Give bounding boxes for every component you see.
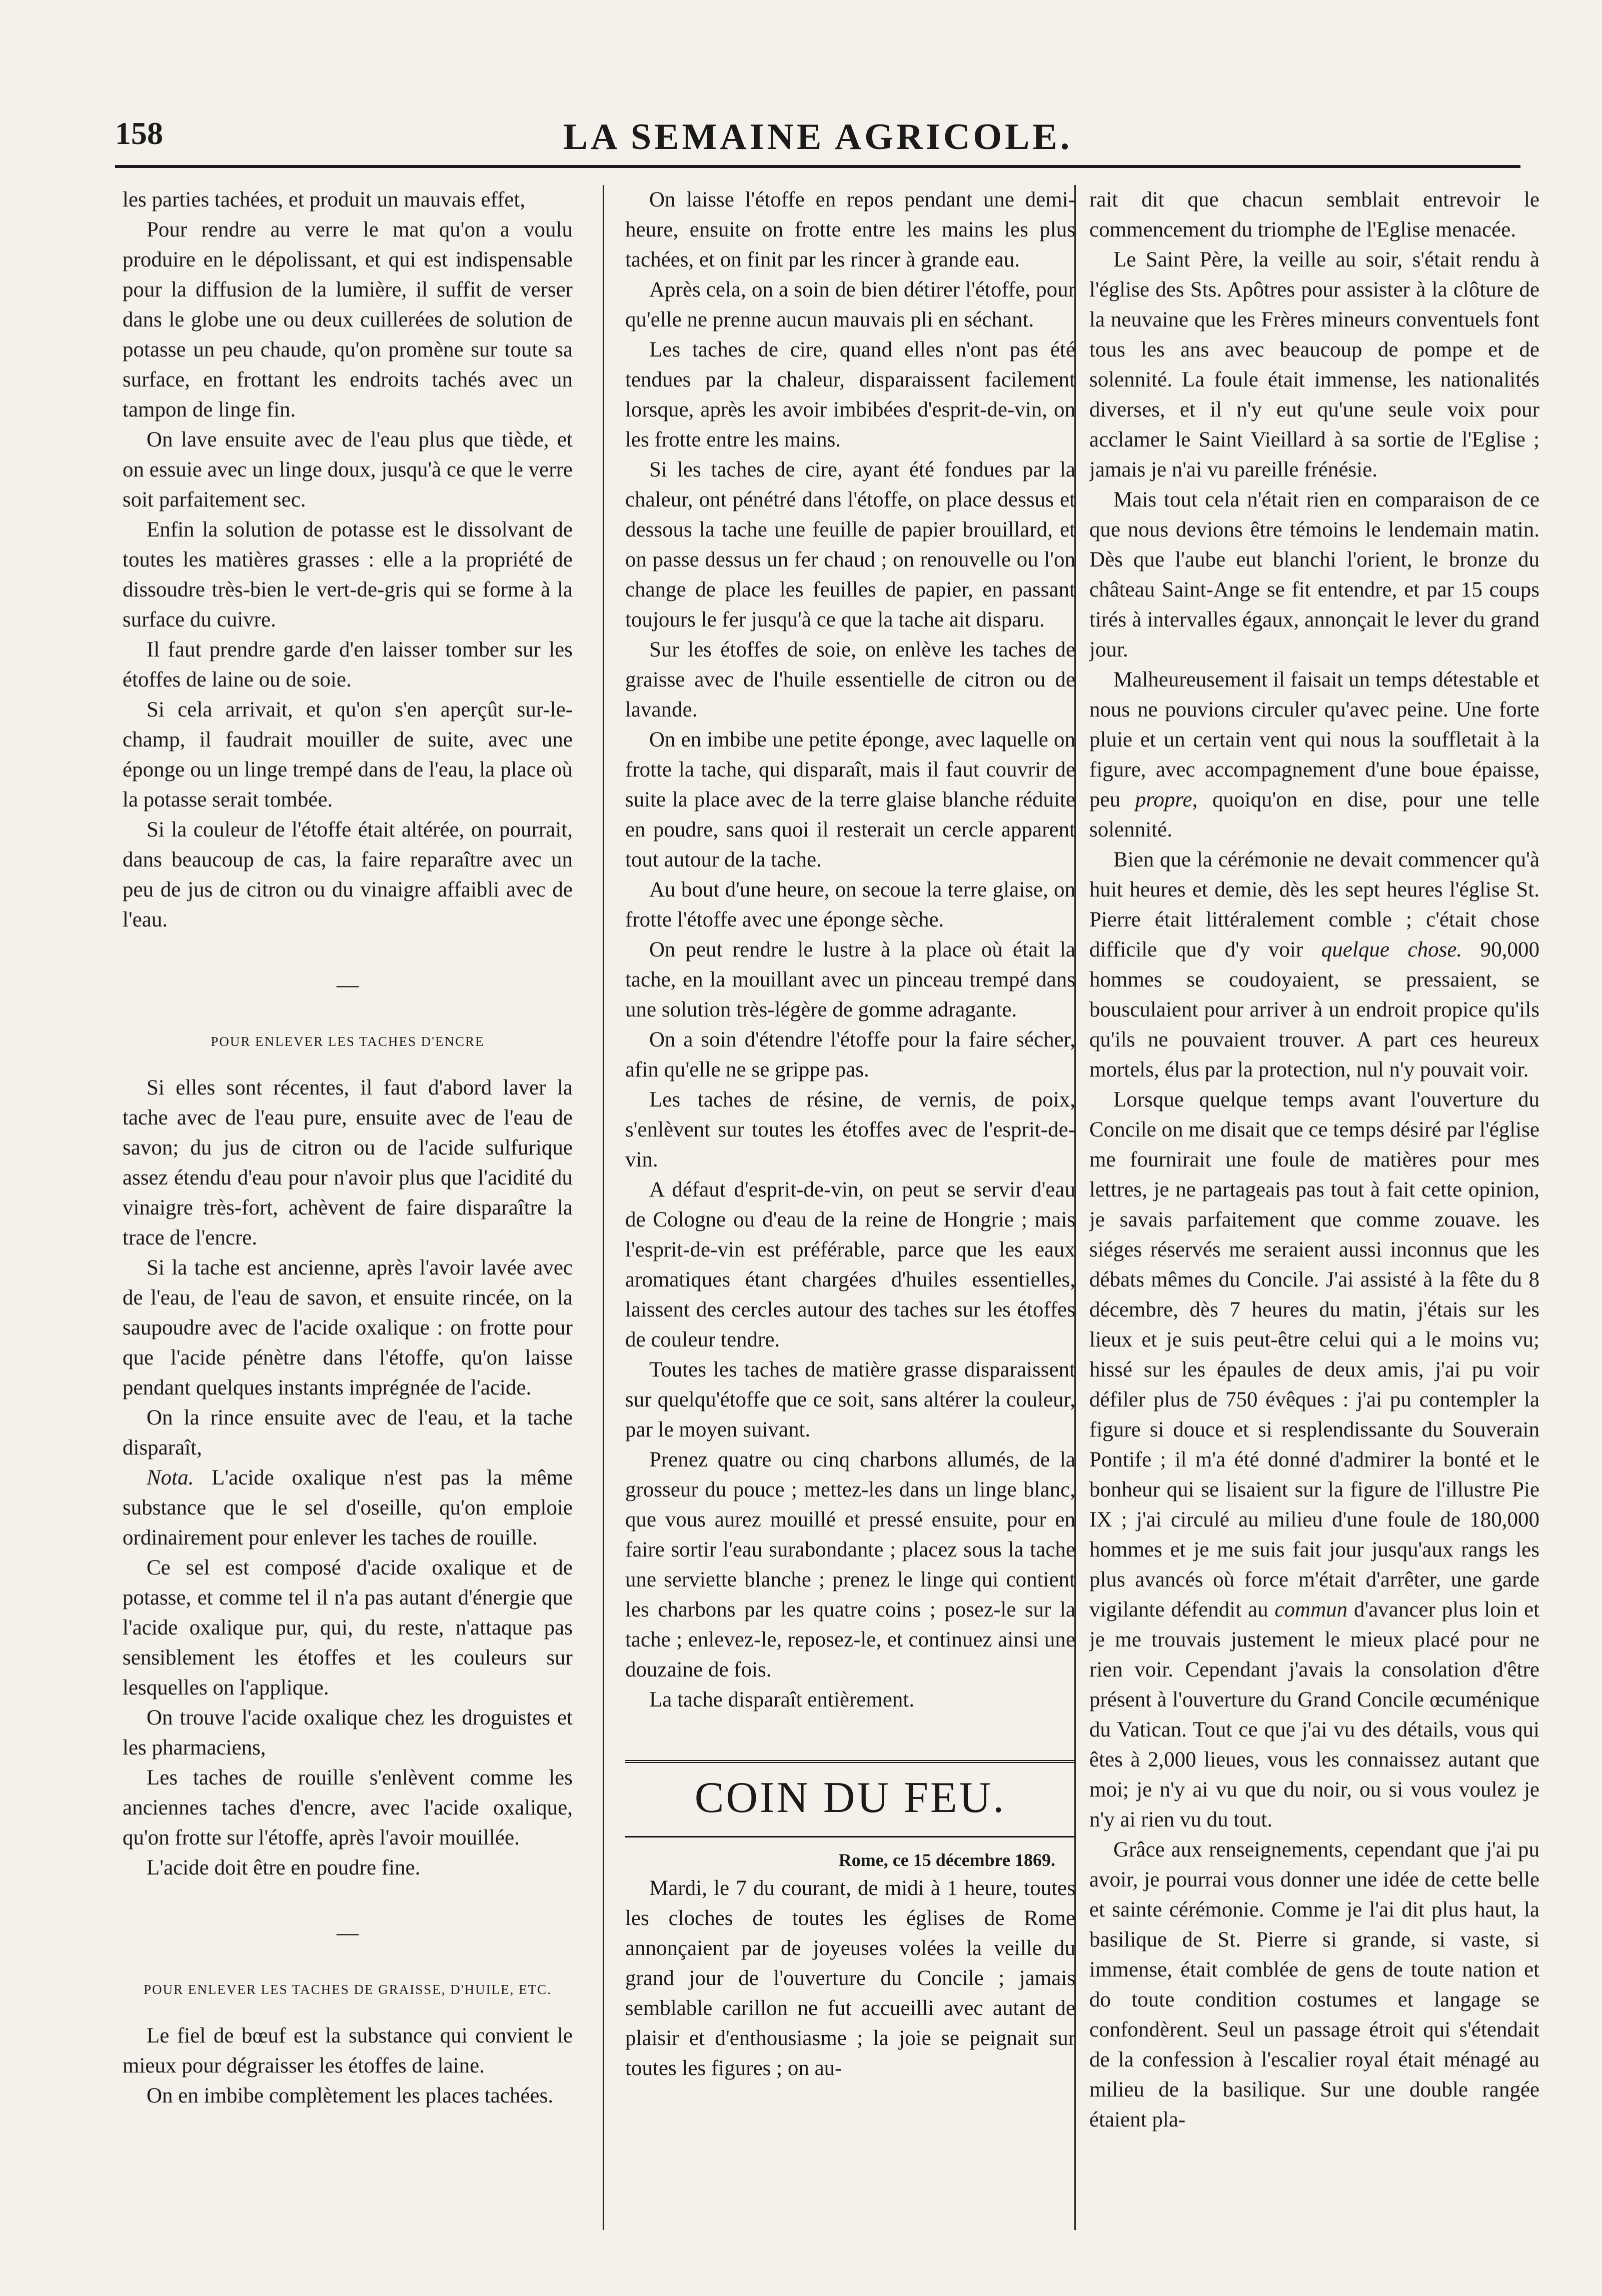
- paragraph: rait dit que chacun semblait entrevoir le commencement du triomphe de l'Eglise menacée.: [1089, 188, 1539, 242]
- dateline: Rome, ce 15 décembre 1869.: [838, 1850, 1055, 1870]
- section-rule: [625, 1836, 1075, 1838]
- emphasis: propre,: [1135, 788, 1198, 812]
- paragraph: Toutes les taches de matière grasse disparaissent sur quelqu'étoffe que ce soit, sans altérer la couleur, par le moyen suivant.: [625, 1358, 1075, 1442]
- emphasis: commun: [1274, 1598, 1348, 1622]
- text-run: Malheureusement il faisait un temps détestable et nous ne pouvions circuler qu'avec peine. Une forte pluie et un certain vent qui nous la souffletait à la figure, avec accompagnement d'une boue épaisse, peu: [1089, 668, 1539, 812]
- paragraph: Si les taches de cire, ayant été fondues par la chaleur, ont pénétré dans l'étoffe, on place dessus et dessous la tache une feuille de papier brouillard, et on passe dessus un fer chaud ; on renouvelle ou l'on change de place les feuilles de papier, en passant toujours le fer jusqu'à ce que la tache ait disparu.: [625, 458, 1075, 632]
- paragraph: A défaut d'esprit-de-vin, on peut se servir d'eau de Cologne ou d'eau de la reine de Hongrie ; mais l'esprit-de-vin est préférable, parce que les eaux aromatiques étant chargées d'huiles essentielles, laissent des cercles autour des taches sur les étoffes de couleur tendre.: [625, 1178, 1075, 1352]
- page-header: [115, 105, 1520, 160]
- paragraph: Les taches de résine, de vernis, de poix, s'enlèvent sur toutes les étoffes avec de l'esprit-de-vin.: [625, 1088, 1075, 1172]
- column-3: [1089, 185, 1539, 2230]
- paragraph: On la rince ensuite avec de l'eau, et la tache disparaît,: [123, 1406, 573, 1460]
- text-run: Lorsque quelque temps avant l'ouverture du Concile on me disait que ce temps désiré par l'église me fournirait une foule de matières pour mes lettres, je ne partageais pas tout à fait cette opinion, je savais parfaitement que comme zouave. les siéges réservés me seraient aussi inconnus que les débats mêmes du Concile. J'ai assisté à la fête du 8 décembre, dès 7 heures du matin, j'étais sur les lieux et je suis peut-être celui qui a le moins vu; hissé sur les épaules de deux amis, j'ai pu voir défiler plus de 750 évêques : j'ai pu contempler la figure si douce et si resplendissante du Souverain Pontife ; il m'a été donné d'admirer la bonté et le bonheur qui se lisaient sur la figure de l'illustre Pie IX ; j'ai circulé au milieu d'une foule de 180,000 hommes et je me suis fait jour jusqu'aux rangs les plus avancés où force m'était d'arrêter, une garde vigilante défendit au: [1089, 1088, 1539, 1622]
- section-heading-ink-stains: POUR ENLEVER LES TACHES D'ENCRE: [211, 1034, 485, 1049]
- text-run: Bien que la cérémonie ne devait commencer qu'à huit heures et demie, dès les sept heures l'église St. Pierre était littéralement comble ; c'était chose difficile que d'y voir: [1089, 848, 1539, 962]
- paragraph: Si la tache est ancienne, après l'avoir lavée avec de l'eau, de l'eau de savon, et ensuite rincée, on la saupoudre avec de l'acide oxalique : on frotte pour que l'acide pénètre dans l'étoffe, qu'on laisse pendant quelques instants imprégnée de l'acide.: [123, 1256, 573, 1400]
- text-run: d'avancer plus loin et je me trouvais justement le mieux placé pour ne rien voir. Cependant j'avais la consolation d'être présent à l'ouverture du Grand Concile œcuménique du Vatican. Tout ce que j'ai vu des détails, vous qui êtes à 2,000 lieues, vous les connaissez autant que moi; je n'y ai vu que du noir, ou si vous voulez je n'y ai rien vu du tout.: [1089, 1598, 1539, 1832]
- paragraph: [1089, 665, 1539, 845]
- paragraph: On en imbibe complètement les places tachées.: [147, 2084, 554, 2108]
- paragraph: On en imbibe une petite éponge, avec laquelle on frotte la tache, qui disparaît, mais il faut couvrir de suite la place avec de la terre glaise blanche réduite en poudre, sans quoi il resterait un cercle apparent tout autour de la tache.: [625, 728, 1075, 872]
- section-title: COIN DU FEU.: [694, 1774, 1006, 1822]
- emphasis: quelque chose.: [1321, 938, 1462, 962]
- paragraph: Grâce aux renseignements, cependant que j'ai pu avoir, je pourrai vous donner une idée de cette belle et sainte cérémonie. Comme je l'ai dit plus haut, la basilique de St. Pierre si grande, si vaste, si immense, était comblée de gens de toute nation et do toute condition costumes et langage se confondèrent. Seul un passage étroit qui s'étendait de la confession à l'escalier royal était ménagé au milieu de la basilique. Sur une double rangée étaient pla-: [1089, 1838, 1539, 2132]
- text-run: 90,000 hommes se coudoyaient, se pressaient, se bousculaient pour arriver à un endroit propice qu'ils qu'ils ne pouvaient trouver. A part ces heureux mortels, élus par la protection, nul n'y pouvait voir.: [1089, 938, 1539, 1082]
- nota-text: L'acide oxalique n'est pas la même substance que le sel d'oseille, qu'on emploie ordinairement pour enlever les taches de rouille.: [123, 1466, 573, 1550]
- paragraph: Si cela arrivait, et qu'on s'en aperçût sur-le-champ, il faudrait mouiller de suite, avec une éponge ou un linge trempé dans de l'eau, la place où la potasse serait tombée.: [123, 698, 573, 812]
- paragraph: Les taches de cire, quand elles n'ont pas été tendues par la chaleur, disparaissent facilement lorsque, après les avoir imbibées d'esprit-de-vin, on les frotte entre les mains.: [625, 338, 1075, 452]
- paragraph: Pour rendre au verre le mat qu'on a voulu produire en le dépolissant, et qui est indispensable pour la diffusion de la lumière, il suffit de verser dans le globe une ou deux cuillerées de solution de potasse un peu chaude, qu'on promène sur toute sa surface, en frottant les endroits tachés avec un tampon de linge fin.: [123, 218, 573, 422]
- coin-du-feu-section: [625, 1760, 1075, 2084]
- paragraph: On a soin d'étendre l'étoffe pour la faire sécher, afin qu'elle ne se grippe pas.: [625, 1028, 1075, 1082]
- paragraph: [1089, 1085, 1539, 1835]
- paragraph: On lave ensuite avec de l'eau plus que tiède, et on essuie avec un linge doux, jusqu'à ce que le verre soit parfaitement sec.: [123, 428, 573, 512]
- paragraph: Enfin la solution de potasse est le dissolvant de toutes les matières grasses : elle a la propriété de dissoudre très-bien le vert-de-gris qui se forme à la surface du cuivre.: [123, 518, 573, 632]
- paragraph: L'acide doit être en poudre fine.: [147, 1856, 421, 1880]
- paragraph: La tache disparaît entièrement.: [649, 1688, 915, 1712]
- paragraph: Ce sel est composé d'acide oxalique et de potasse, et comme tel il n'a pas autant d'énergie que l'acide oxalique pur, qui, du reste, n'attaque pas sensiblement les étoffes et les couleurs sur lesquelles on l'applique.: [123, 1556, 573, 1700]
- paragraph: On laisse l'étoffe en repos pendant une demi-heure, ensuite on frotte entre les mains les plus tachées, et on finit par les rincer à grande eau.: [625, 188, 1075, 272]
- column-rule: [603, 185, 604, 2230]
- paragraph: On peut rendre le lustre à la place où était la tache, en la mouillant avec un pinceau trempé dans une solution très-légère de gomme adragante.: [625, 938, 1075, 1022]
- nota-label: Nota.: [147, 1466, 194, 1490]
- paragraph: Si elles sont récentes, il faut d'abord laver la tache avec de l'eau pure, ensuite avec de l'eau de savon; du jus de citron ou de l'acide sulfurique assez étendu d'eau pour n'avoir plus que l'acidité du vinaigre très-fort, achèvent de faire disparaître la trace de l'encre.: [123, 1076, 573, 1250]
- text-run: quoiqu'on en dise, pour une telle solennité.: [1089, 788, 1539, 842]
- section-heading-grease-stains: POUR ENLEVER LES TACHES DE GRAISSE, D'HUILE, ETC.: [144, 1982, 552, 1997]
- paragraph: Au bout d'une heure, on secoue la terre glaise, on frotte l'étoffe avec une éponge sèche.: [625, 878, 1075, 932]
- paragraph: Mardi, le 7 du courant, de midi à 1 heure, toutes les cloches de toutes les églises de Rome annonçaient par de joyeuses volées la veille du grand jour de l'ouverture du Concile ; jamais semblable carillon ne fut accueilli avec autant de plaisir et d'enthousiasme ; la joie se peignait sur toutes les figures ; on au-: [625, 1876, 1075, 2080]
- paragraph: les parties tachées, et produit un mauvais effet,: [123, 188, 526, 212]
- paragraph: Après cela, on a soin de bien détirer l'étoffe, pour qu'elle ne prenne aucun mauvais pli en séchant.: [625, 278, 1075, 332]
- paragraph: [1089, 845, 1539, 1085]
- paragraph: Sur les étoffes de soie, on enlève les taches de graisse avec de l'huile essentielle de citron ou de lavande.: [625, 638, 1075, 722]
- paragraph: Mais tout cela n'était rien en comparaison de ce que nous devions être témoins le lendemain matin. Dès que l'aube eut blanchi l'orient, le bronze du château Saint-Ange se fit entendre, et par 15 coups tirés à intervalles égaux, annonçait le lever du grand jour.: [1089, 488, 1539, 662]
- section-rule: [625, 1760, 1075, 1763]
- paragraph: Le fiel de bœuf est la substance qui convient le mieux pour dégraisser les étoffes de laine.: [123, 2024, 573, 2078]
- paragraph: On trouve l'acide oxalique chez les droguistes et les pharmaciens,: [123, 1706, 573, 1760]
- column-2: [625, 185, 1075, 2230]
- paragraph: Il faut prendre garde d'en laisser tomber sur les étoffes de laine ou de soie.: [123, 638, 573, 692]
- section-divider: —: [337, 972, 359, 997]
- paragraph: Si la couleur de l'étoffe était altérée, on pourrait, dans beaucoup de cas, la faire reparaître avec un peu de jus de citron ou du vinaigre affaibli avec de l'eau.: [123, 818, 573, 932]
- section-divider: —: [337, 1920, 359, 1945]
- journal-title: LA SEMAINE AGRICOLE.: [563, 116, 1073, 158]
- paragraph: Les taches de rouille s'enlèvent comme les anciennes taches d'encre, avec l'acide oxalique, qu'on frotte sur l'étoffe, après l'avoir mouillée.: [123, 1766, 573, 1850]
- column-1: [123, 185, 573, 2230]
- paragraph: Le Saint Père, la veille au soir, s'était rendu à l'église des Sts. Apôtres pour assister à la clôture de la neuvaine que les Frères mineurs conventuels font tous les ans avec beaucoup de pompe et de solennité. La foule était immense, les nationalités diverses, et il n'y eut qu'une seule voix pour acclamer le Saint Vieillard à sa sortie de l'Eglise ; jamais je n'ai vu pareille frénésie.: [1089, 248, 1539, 482]
- header-rule: [115, 165, 1520, 168]
- paragraph: Prenez quatre ou cinq charbons allumés, de la grosseur du pouce ; mettez-les dans un linge blanc, que vous aurez mouillé et pressé ensuite, pour en faire sortir l'eau surabondante ; placez sous la tache une serviette blanche ; prenez le linge qui contient les charbons par les quatre coins ; posez-le sur la tache ; enlevez-le, reposez-le, et continuez ainsi une douzaine de fois.: [625, 1448, 1075, 1682]
- page-number: 158: [115, 116, 163, 151]
- paragraph-nota: [123, 1463, 573, 1553]
